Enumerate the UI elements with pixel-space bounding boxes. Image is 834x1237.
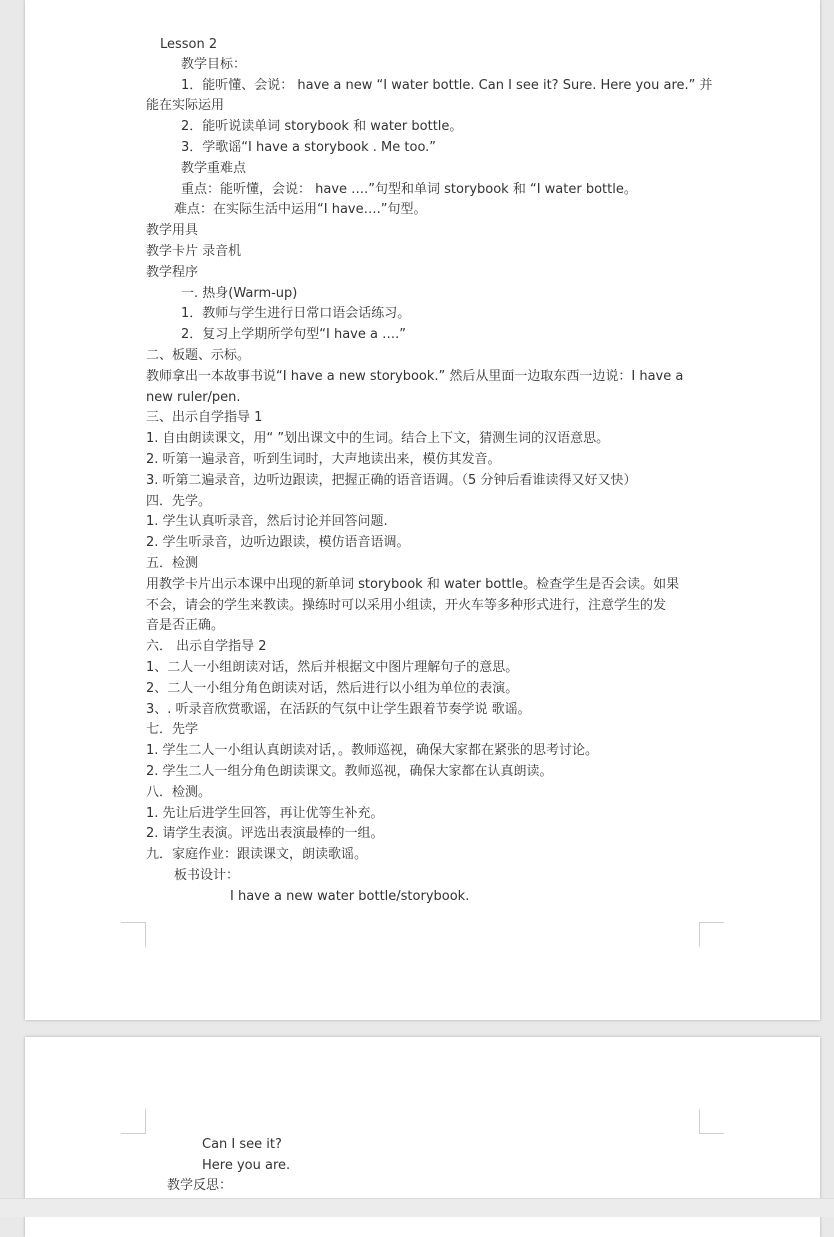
- text-line: 3．学歌谣“I have a storybook . Me too.”: [181, 140, 437, 155]
- text-line: 1. 自由朗读课文，用“ ”划出课文中的生词。结合上下文，猜测生词的汉语意思。: [146, 431, 610, 446]
- text-line: 2．能听说读单词 storybook 和 water bottle。: [181, 119, 463, 134]
- page-margin-marker: [121, 922, 146, 947]
- text-line: 板书设计：: [174, 868, 240, 883]
- section-heading: 五．检测: [146, 556, 199, 571]
- text-line: 2. 听第一遍录音，听到生词时，大声地读出来，模仿其发音。: [146, 452, 501, 467]
- text-line: 2. 学生听录音，边听边跟读，模仿语音语调。: [146, 535, 410, 550]
- board-design-text: I have a new water bottle/storybook.: [230, 889, 470, 904]
- text-line: 1. 学生认真听录音，然后讨论并回答问题.: [146, 514, 388, 529]
- section-heading: 二、板题、示标。: [146, 348, 251, 363]
- section-heading: 教学用具: [146, 223, 199, 238]
- text-line: 音是否正确。: [146, 618, 225, 633]
- section-heading: 六． 出示自学指导 2: [146, 639, 267, 654]
- section-heading: 四．先学。: [146, 494, 212, 509]
- text-line: Can I see it?: [202, 1137, 282, 1152]
- text-line: 用教学卡片出示本课中出现的新单词 storybook 和 water bottle。检查学生是否会读。如果: [146, 577, 680, 592]
- text-line: Here you are.: [202, 1158, 291, 1173]
- text-line: 难点：在实际生活中运用“I have….”句型。: [174, 202, 427, 217]
- text-line: 1．教师与学生进行日常口语会话练习。: [181, 306, 411, 321]
- text-line: 3、. 听录音欣赏歌谣，在活跃的气氛中让学生跟着节奏学说 歌谣。: [146, 702, 531, 717]
- text-line: 2. 学生二人一组分角色朗读课文。教师巡视，确保大家都在认真朗读。: [146, 764, 553, 779]
- text-line: 3. 听第二遍录音，边听边跟读，把握正确的语音语调。（5 分钟后看谁读得又好又快）: [146, 473, 637, 488]
- text-line: 1．能听懂、会说： have a new “I water bottle. Can I see it? Sure. Here you are.” 并: [181, 78, 713, 93]
- section-heading: 八．检测。: [146, 785, 212, 800]
- text-line: 重点：能听懂，会说： have ….”句型和单词 storybook 和 “I water bottle。: [181, 182, 637, 197]
- text-line: 2、二人一小组分角色朗读对话，然后进行以小组为单位的表演。: [146, 681, 519, 696]
- section-heading: 教学目标：: [181, 57, 247, 72]
- text-line: 2．复习上学期所学句型“I have a ….”: [181, 327, 406, 342]
- text-line: 1. 先让后进学生回答，再让优等生补充。: [146, 806, 384, 821]
- section-heading: 教学重难点: [181, 161, 247, 176]
- text-line: 一. 热身(Warm-up): [181, 286, 298, 301]
- section-heading: 教学反思：: [167, 1178, 233, 1193]
- page-margin-marker: [121, 1109, 146, 1134]
- page-margin-marker: [699, 922, 724, 947]
- text-line: new ruler/pen.: [146, 390, 241, 405]
- text-line: 能在实际运用: [146, 98, 225, 113]
- text-line: 1. 学生二人一小组认真朗读对话，。教师巡视，确保大家都在紧张的思考讨论。: [146, 743, 599, 758]
- text-line: 1、二人一小组朗读对话，然后并根据文中图片理解句子的意思。: [146, 660, 519, 675]
- text-line: 教学卡片 录音机: [146, 244, 242, 259]
- section-heading: 三、出示自学指导 1: [146, 410, 263, 425]
- text-line: 不会，请会的学生来教读。操练时可以采用小组读，开火车等多种形式进行，注意学生的发: [146, 598, 667, 613]
- section-heading: 七．先学: [146, 722, 199, 737]
- page-margin-marker: [699, 1109, 724, 1134]
- document-page-1: [25, 0, 820, 1020]
- status-bar: [0, 1198, 834, 1217]
- text-line: 教师拿出一本故事书说“I have a new storybook.” 然后从里面一边取东西一边说：I have a: [146, 369, 684, 384]
- section-heading: 九．家庭作业：跟读课文，朗读歌谣。: [146, 847, 368, 862]
- text-line: 2. 请学生表演。评选出表演最棒的一组。: [146, 826, 384, 841]
- lesson-title: Lesson 2: [160, 37, 218, 52]
- section-heading: 教学程序: [146, 265, 199, 280]
